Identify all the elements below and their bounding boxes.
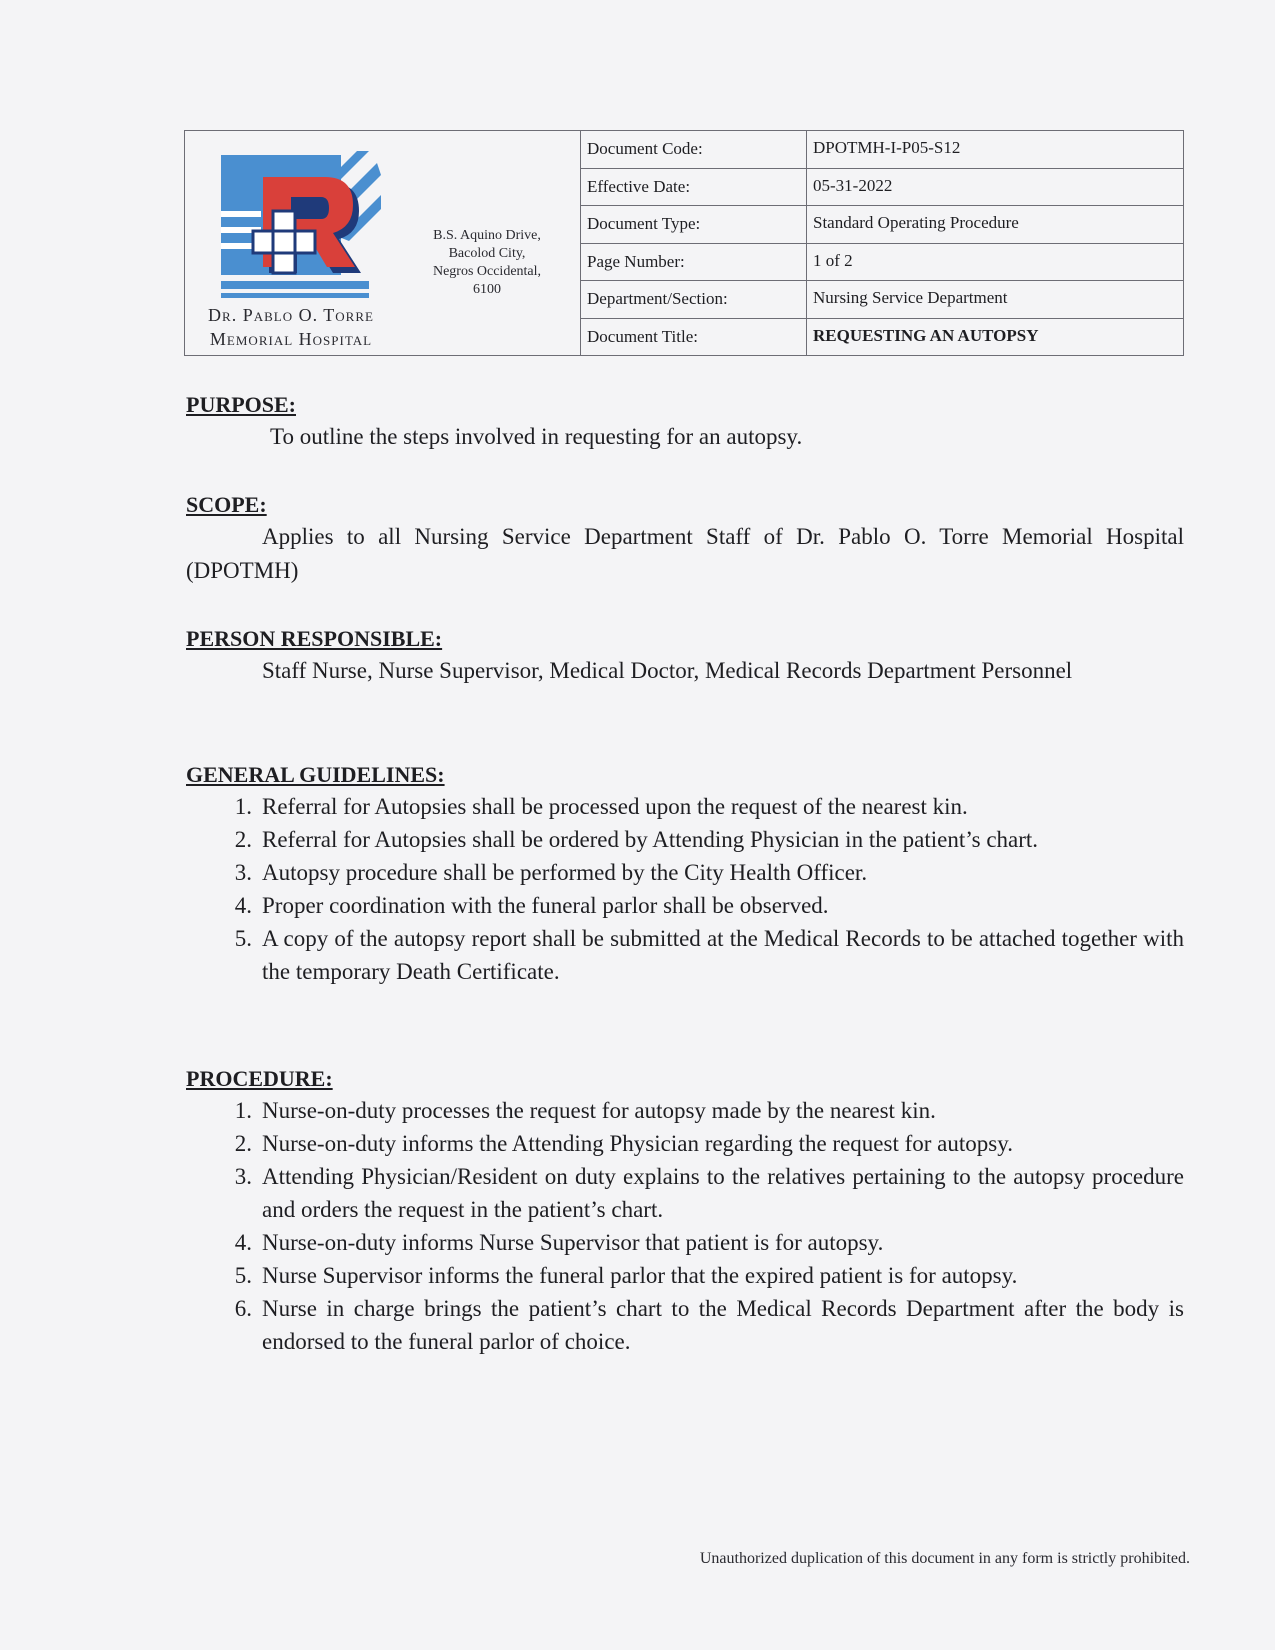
general-guidelines-heading: GENERAL GUIDELINES: bbox=[186, 762, 445, 787]
hospital-address bbox=[407, 227, 567, 299]
list-number: 1. bbox=[234, 794, 252, 819]
procedure-heading: PROCEDURE: bbox=[186, 1066, 333, 1091]
purpose-section bbox=[186, 390, 1184, 454]
hospital-name-line1: Dr. Pablo O. Torre bbox=[208, 305, 374, 325]
info-value: Standard Operating Procedure bbox=[813, 213, 1019, 232]
info-value: 05-31-2022 bbox=[813, 175, 893, 195]
list-number: 4. bbox=[234, 1230, 252, 1255]
info-row-effective-date bbox=[581, 169, 1183, 207]
list-item bbox=[186, 1094, 1184, 1127]
info-value: 1 of 2 bbox=[813, 250, 853, 270]
list-number: 6. bbox=[234, 1296, 252, 1321]
hospital-identity-cell bbox=[185, 131, 581, 355]
list-text: Referral for Autopsies shall be ordered by Attending Physician in the patient’s chart. bbox=[262, 827, 1039, 852]
person-responsible-text: Staff Nurse, Nurse Supervisor, Medical Doctor, Medical Records Department Personnel bbox=[262, 658, 1073, 683]
person-responsible-section bbox=[186, 624, 1184, 688]
info-value: DPOTMH-I-P05-S12 bbox=[813, 138, 961, 157]
list-number: 1. bbox=[234, 1098, 252, 1123]
info-label: Department/Section: bbox=[581, 281, 807, 318]
info-label: Effective Date: bbox=[581, 169, 807, 206]
info-label: Document Code: bbox=[581, 131, 807, 168]
list-text: Nurse in charge brings the patient’s chart to the Medical Records Department after the body is endorsed to the funeral parlor of choice. bbox=[262, 1296, 1184, 1354]
hospital-name-line2: Memorial Hospital bbox=[209, 329, 373, 349]
list-item bbox=[186, 1226, 1184, 1259]
list-item bbox=[186, 856, 1184, 889]
procedure-list bbox=[186, 1094, 1184, 1358]
info-label: Document Title: bbox=[581, 319, 807, 356]
address-line: B.S. Aquino Drive, bbox=[433, 228, 541, 243]
footer-notice: Unauthorized duplication of this document in any form is strictly prohibited. bbox=[699, 1550, 1190, 1567]
list-item bbox=[186, 1259, 1184, 1292]
list-text: Nurse Supervisor informs the funeral parlor that the expired patient is for autopsy. bbox=[262, 1263, 1018, 1288]
hospital-logo-icon bbox=[219, 149, 381, 299]
list-number: 5. bbox=[234, 1263, 252, 1288]
list-item bbox=[186, 1292, 1184, 1358]
scope-text: Applies to all Nursing Service Department Staff of Dr. Pablo O. Torre Memorial Hospital (DPOTMH) bbox=[186, 524, 1184, 583]
list-text: Referral for Autopsies shall be processed upon the request of the nearest kin. bbox=[262, 794, 968, 819]
info-row-page-number bbox=[581, 244, 1183, 282]
info-label: Document Type: bbox=[581, 206, 807, 243]
list-number: 3. bbox=[234, 860, 252, 885]
list-number: 4. bbox=[234, 893, 252, 918]
address-line: 6100 bbox=[473, 282, 501, 297]
list-item bbox=[186, 1127, 1184, 1160]
info-row-document-title bbox=[581, 319, 1183, 356]
scope-heading: SCOPE: bbox=[186, 492, 267, 517]
info-row-document-code bbox=[581, 131, 1183, 169]
list-number: 2. bbox=[234, 827, 252, 852]
list-item bbox=[186, 1160, 1184, 1226]
list-text: Nurse-on-duty processes the request for autopsy made by the nearest kin. bbox=[262, 1098, 936, 1123]
general-guidelines-list bbox=[186, 790, 1184, 988]
info-label: Page Number: bbox=[581, 244, 807, 281]
list-item bbox=[186, 823, 1184, 856]
list-text: Nurse-on-duty informs the Attending Physician regarding the request for autopsy. bbox=[262, 1131, 1013, 1156]
list-text: Proper coordination with the funeral parlor shall be observed. bbox=[262, 893, 829, 918]
address-line: Bacolod City, bbox=[448, 246, 526, 261]
list-number: 3. bbox=[234, 1164, 252, 1189]
hospital-name bbox=[191, 303, 391, 351]
purpose-text: To outline the steps involved in requesting for an autopsy. bbox=[270, 424, 803, 449]
list-number: 5. bbox=[234, 926, 252, 951]
list-text: Nurse-on-duty informs Nurse Supervisor that patient is for autopsy. bbox=[262, 1230, 884, 1255]
list-item bbox=[186, 790, 1184, 823]
info-value: Nursing Service Department bbox=[813, 288, 1008, 307]
list-text: Attending Physician/Resident on duty explains to the relatives pertaining to the autopsy procedure and orders the request in the patient’s chart. bbox=[262, 1164, 1184, 1222]
general-guidelines-section bbox=[186, 760, 1184, 988]
list-item bbox=[186, 889, 1184, 922]
purpose-heading: PURPOSE: bbox=[186, 392, 296, 417]
list-item bbox=[186, 922, 1184, 988]
scope-section bbox=[186, 490, 1184, 588]
info-row-department bbox=[581, 281, 1183, 319]
info-row-document-type bbox=[581, 206, 1183, 244]
info-value: REQUESTING AN AUTOPSY bbox=[813, 325, 1039, 345]
list-number: 2. bbox=[234, 1131, 252, 1156]
document-header bbox=[184, 130, 1184, 356]
list-text: Autopsy procedure shall be performed by the City Health Officer. bbox=[262, 860, 868, 885]
document-info-table bbox=[581, 131, 1183, 355]
procedure-section bbox=[186, 1064, 1184, 1358]
list-text: A copy of the autopsy report shall be submitted at the Medical Records to be attached together with the temporary Death Certificate. bbox=[262, 926, 1184, 984]
person-responsible-heading: PERSON RESPONSIBLE: bbox=[186, 626, 443, 651]
address-line: Negros Occidental, bbox=[432, 264, 542, 279]
